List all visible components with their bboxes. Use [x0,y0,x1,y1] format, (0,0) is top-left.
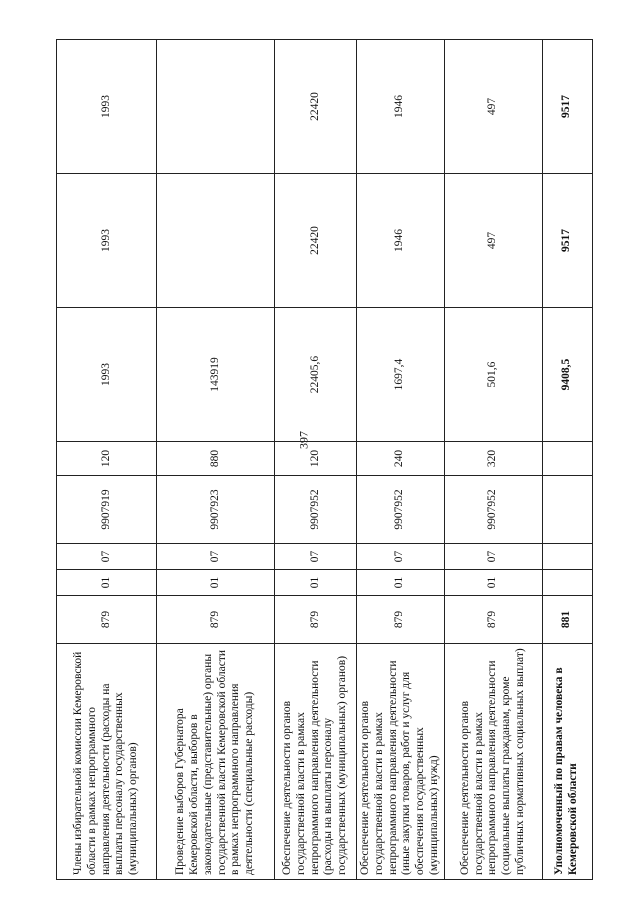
budget-table [56,39,593,880]
expense-type-code: 880 [157,442,275,476]
budget-table-container [56,40,586,880]
table-row [542,40,592,880]
section-code: 01 [444,570,542,596]
amount-2 [157,174,275,308]
target-article-code: 9907952 [275,476,357,544]
table-body [57,40,593,880]
target-article-code: 9907919 [57,476,157,544]
target-article-code: 9907952 [357,476,445,544]
amount-2: 9517 [542,174,592,308]
subsection-code: 07 [275,544,357,570]
ministry-code: 879 [275,596,357,644]
amount-3 [157,40,275,174]
subsection-code: 07 [357,544,445,570]
rotated-table-frame [56,40,586,880]
section-code: 01 [357,570,445,596]
amount-3: 1946 [357,40,445,174]
subsection-code: 07 [57,544,157,570]
subsection-code: 07 [444,544,542,570]
amount-1: 143919 [157,308,275,442]
amount-3: 9517 [542,40,592,174]
subsection-code [542,544,592,570]
amount-3: 22420 [275,40,357,174]
row-name: Обеспечение деятельности органов государственной власти в рамках непрограммного направления деятельности (иные закупки товаров, работ и услуг для обеспечения государственных (муниципальных) нужд) [357,644,445,880]
row-name: Обеспечение деятельности органов государственной власти в рамках непрограммного направления деятельности (социальные выплаты гражданам, кроме публичных нормативных социальных выплат) [444,644,542,880]
ministry-code: 879 [444,596,542,644]
amount-3: 497 [444,40,542,174]
expense-type-code: 120 [275,442,357,476]
amount-1: 1993 [57,308,157,442]
subsection-code: 07 [157,544,275,570]
amount-2: 22420 [275,174,357,308]
amount-2: 1946 [357,174,445,308]
section-code: 01 [57,570,157,596]
ministry-code: 879 [157,596,275,644]
ministry-code: 881 [542,596,592,644]
amount-1: 22405,6 [275,308,357,442]
expense-type-code: 320 [444,442,542,476]
ministry-code: 879 [57,596,157,644]
table-row [444,40,542,880]
row-name: Обеспечение деятельности органов государственной власти в рамках непрограммного направления деятельности (расходы на выплаты персоналу государственных (муниципальных) органов) [275,644,357,880]
section-code: 01 [157,570,275,596]
row-name: Члены избирательной комиссии Кемеровской области в рамках непрограммного направления деятельности (расходы на выплаты персоналу государственных (муниципальных) органов) [57,644,157,880]
table-row [57,40,157,880]
amount-3: 1993 [57,40,157,174]
amount-1: 501,6 [444,308,542,442]
page-number: 397 [296,431,311,449]
table-row [357,40,445,880]
amount-1: 9408,5 [542,308,592,442]
target-article-code [542,476,592,544]
row-name: Проведение выборов Губернатора Кемеровской области, выборов в законодательные (представительные) органы государственной власти Кемеровской области в рамках непрограммного направления деятельности (специальные расходы) [157,644,275,880]
expense-type-code [542,442,592,476]
target-article-code: 9907923 [157,476,275,544]
row-name: Уполномоченный по правам человека в Кемеровской области [542,644,592,880]
expense-type-code: 240 [357,442,445,476]
amount-2: 1993 [57,174,157,308]
amount-2: 497 [444,174,542,308]
section-code: 01 [275,570,357,596]
amount-1: 1697,4 [357,308,445,442]
table-row [275,40,357,880]
target-article-code: 9907952 [444,476,542,544]
ministry-code: 879 [357,596,445,644]
section-code [542,570,592,596]
table-row [157,40,275,880]
expense-type-code: 120 [57,442,157,476]
